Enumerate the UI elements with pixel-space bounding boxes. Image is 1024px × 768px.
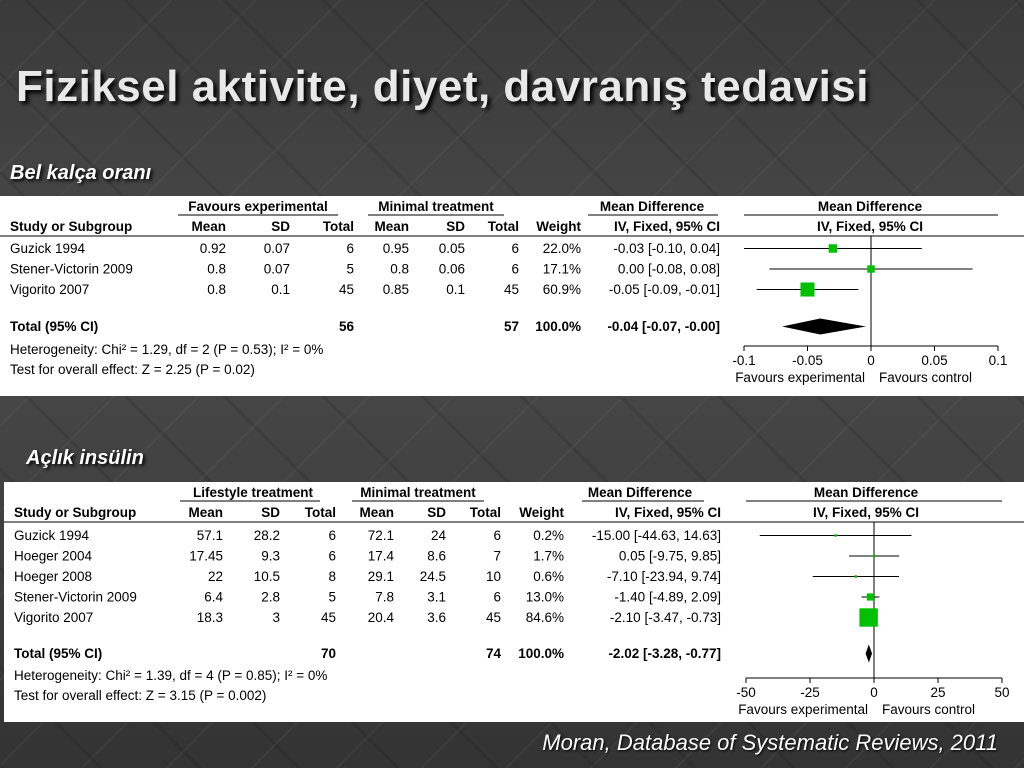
- study-weight: 0.6%: [533, 569, 564, 584]
- study-mean1: 18.3: [196, 610, 223, 625]
- col-weight: Weight: [519, 505, 564, 520]
- study-sd2: 0.1: [446, 282, 465, 297]
- study-sd2: 24: [430, 528, 446, 543]
- study-total1: 45: [320, 610, 336, 625]
- study-sd1: 3: [272, 610, 280, 625]
- col-ci: IV, Fixed, 95% CI: [614, 505, 721, 520]
- study-name: Vigorito 2007: [10, 282, 90, 297]
- study-weight: 60.9%: [542, 282, 581, 297]
- col-ci-plot: IV, Fixed, 95% CI: [812, 505, 920, 520]
- total-total2: 74: [485, 646, 501, 661]
- study-weight: 17.1%: [542, 261, 581, 277]
- study-total1: 45: [338, 282, 354, 297]
- col-sd2: SD: [427, 505, 446, 520]
- col-study: Study or Subgroup: [10, 219, 133, 234]
- study-name: Stener-Victorin 2009: [10, 261, 133, 277]
- study-sd1: 2.8: [261, 589, 280, 605]
- study-total2: 45: [485, 610, 501, 625]
- col-mean1: Mean: [188, 505, 223, 520]
- study-weight: 0.2%: [533, 528, 564, 543]
- total-label: Total (95% CI): [14, 646, 103, 661]
- study-sd1: 10.5: [253, 569, 280, 584]
- study-sd2: 3.1: [427, 589, 446, 605]
- header-group2: Minimal treatment: [360, 485, 476, 500]
- col-total2: Total: [469, 505, 501, 520]
- x-tick-label: 0.05: [921, 353, 948, 368]
- total-total2: 57: [503, 319, 519, 334]
- study-ci: -0.05 [-0.09, -0.01]: [608, 282, 720, 297]
- study-ci: -15.00 [-44.63, 14.63]: [591, 528, 721, 543]
- x-tick-label: -0.1: [732, 353, 756, 368]
- study-total2: 6: [511, 261, 519, 277]
- study-weight: 13.0%: [525, 589, 564, 605]
- x-tick-label: -50: [736, 685, 756, 700]
- overall-effect-text: Test for overall effect: Z = 2.25 (P = 0.02): [10, 362, 255, 377]
- header-effect: Mean Difference: [599, 199, 705, 214]
- col-mean2: Mean: [359, 505, 394, 520]
- study-total2: 7: [493, 548, 501, 564]
- study-mean2: 29.1: [367, 569, 394, 584]
- study-total2: 6: [493, 528, 501, 543]
- header-group1: Favours experimental: [188, 199, 328, 214]
- study-total1: 8: [328, 569, 336, 584]
- study-total2: 10: [485, 569, 501, 584]
- x-tick-label: 25: [930, 685, 946, 700]
- forest-plot-waist-hip: [0, 196, 1024, 396]
- study-mean2: 0.8: [390, 261, 409, 277]
- study-ci: -2.10 [-3.47, -0.73]: [609, 610, 721, 625]
- overall-effect-text: Test for overall effect: Z = 3.15 (P = 0.002): [14, 688, 267, 703]
- study-sd2: 8.6: [427, 548, 446, 564]
- study-total2: 6: [493, 589, 501, 605]
- study-sd1: 28.2: [253, 528, 280, 543]
- study-total1: 6: [328, 528, 336, 543]
- total-weight: 100.0%: [518, 646, 564, 661]
- total-effect-diamond: [866, 645, 872, 663]
- x-tick-label: 0.1: [988, 353, 1008, 368]
- study-ci: -1.40 [-4.89, 2.09]: [614, 589, 721, 605]
- col-sd2: SD: [446, 219, 465, 234]
- col-ci-plot: IV, Fixed, 95% CI: [816, 219, 924, 234]
- study-weight: 84.6%: [525, 610, 564, 625]
- section-label-waist-hip: Bel kalça oranı: [10, 162, 152, 184]
- study-name: Hoeger 2004: [14, 548, 93, 564]
- total-ci: -2.02 [-3.28, -0.77]: [608, 646, 721, 661]
- x-tick-label: -25: [800, 685, 820, 700]
- header-group1: Lifestyle treatment: [192, 485, 314, 500]
- study-mean1: 0.8: [207, 282, 226, 297]
- favours-left-label: Favours experimental: [738, 702, 868, 717]
- study-name: Guzick 1994: [10, 241, 86, 256]
- study-ci: 0.05 [-9.75, 9.85]: [618, 548, 721, 564]
- forest-plot-panel-waist-hip: [0, 196, 1024, 396]
- study-mean1: 0.8: [207, 261, 226, 277]
- study-sd2: 0.05: [438, 241, 465, 256]
- slide-title: Fiziksel aktivite, diyet, davranış tedavisi: [16, 62, 869, 111]
- x-tick-label: 0: [870, 685, 878, 700]
- section-label-fasting-insulin: Açlık insülin: [26, 447, 144, 469]
- col-total1: Total: [322, 219, 354, 234]
- col-mean1: Mean: [191, 219, 226, 234]
- total-total1: 56: [338, 319, 354, 334]
- study-mean2: 17.4: [367, 548, 394, 564]
- header-effect-plot: Mean Difference: [813, 485, 919, 500]
- heterogeneity-text: Heterogeneity: Chi² = 1.29, df = 2 (P = 0.53); I² = 0%: [10, 342, 324, 357]
- study-weight: 1.7%: [533, 548, 564, 564]
- col-study: Study or Subgroup: [14, 505, 137, 520]
- citation: Moran, Database of Systematic Reviews, 2011: [542, 730, 998, 755]
- col-total2: Total: [487, 219, 519, 234]
- forest-plot-fasting-insulin: [4, 482, 1024, 722]
- study-effect-square: [867, 593, 874, 600]
- study-mean1: 22: [207, 569, 223, 584]
- study-effect-square: [855, 575, 858, 578]
- study-mean2: 7.8: [375, 589, 394, 605]
- study-effect-square: [800, 282, 814, 296]
- x-tick-label: 50: [994, 685, 1010, 700]
- study-total1: 6: [328, 548, 336, 564]
- header-effect: Mean Difference: [587, 485, 693, 500]
- heterogeneity-text: Heterogeneity: Chi² = 1.39, df = 4 (P = 0.85); I² = 0%: [14, 668, 328, 683]
- study-name: Stener-Victorin 2009: [14, 589, 137, 605]
- study-sd2: 0.06: [438, 261, 465, 277]
- study-effect-square: [829, 244, 837, 252]
- study-name: Vigorito 2007: [14, 610, 94, 625]
- study-sd1: 0.07: [263, 241, 290, 256]
- study-mean2: 0.95: [382, 241, 409, 256]
- total-total1: 70: [320, 646, 336, 661]
- study-mean2: 72.1: [367, 528, 394, 543]
- study-total1: 5: [328, 589, 336, 605]
- study-total2: 45: [503, 282, 519, 297]
- col-ci: IV, Fixed, 95% CI: [613, 219, 720, 234]
- study-mean1: 17.45: [189, 548, 223, 564]
- study-mean2: 20.4: [367, 610, 394, 625]
- study-sd1: 0.07: [263, 261, 290, 277]
- favours-left-label: Favours experimental: [735, 370, 865, 385]
- study-weight: 22.0%: [542, 241, 581, 256]
- study-effect-square: [867, 265, 874, 272]
- total-effect-diamond: [782, 319, 866, 335]
- study-total1: 5: [346, 261, 354, 277]
- study-mean1: 57.1: [196, 528, 223, 543]
- study-sd2: 3.6: [427, 610, 446, 625]
- x-tick-label: 0: [867, 353, 875, 368]
- col-mean2: Mean: [374, 219, 409, 234]
- study-total1: 6: [346, 241, 354, 256]
- study-ci: -0.03 [-0.10, 0.04]: [613, 241, 720, 256]
- study-effect-square: [873, 555, 876, 558]
- study-total2: 6: [511, 241, 519, 256]
- total-ci: -0.04 [-0.07, -0.00]: [607, 319, 720, 334]
- total-weight: 100.0%: [535, 319, 581, 334]
- header-group2: Minimal treatment: [378, 199, 494, 214]
- study-name: Hoeger 2008: [14, 569, 93, 584]
- study-mean2: 0.85: [382, 282, 409, 297]
- study-ci: -7.10 [-23.94, 9.74]: [606, 569, 721, 584]
- col-sd1: SD: [261, 505, 280, 520]
- study-sd1: 9.3: [261, 548, 280, 564]
- study-name: Guzick 1994: [14, 528, 90, 543]
- favours-right-label: Favours control: [879, 370, 973, 385]
- x-tick-label: -0.05: [792, 353, 823, 368]
- study-sd2: 24.5: [419, 569, 446, 584]
- forest-plot-panel-fasting-insulin: [4, 482, 1024, 722]
- favours-right-label: Favours control: [882, 702, 976, 717]
- header-effect-plot: Mean Difference: [817, 199, 923, 214]
- col-weight: Weight: [536, 219, 581, 234]
- study-mean1: 0.92: [199, 241, 226, 256]
- study-effect-square: [859, 608, 877, 626]
- study-mean1: 6.4: [204, 589, 223, 605]
- col-sd1: SD: [271, 219, 290, 234]
- study-ci: 0.00 [-0.08, 0.08]: [617, 261, 720, 277]
- study-sd1: 0.1: [271, 282, 290, 297]
- total-label: Total (95% CI): [10, 319, 99, 334]
- study-effect-square: [834, 534, 837, 537]
- col-total1: Total: [304, 505, 336, 520]
